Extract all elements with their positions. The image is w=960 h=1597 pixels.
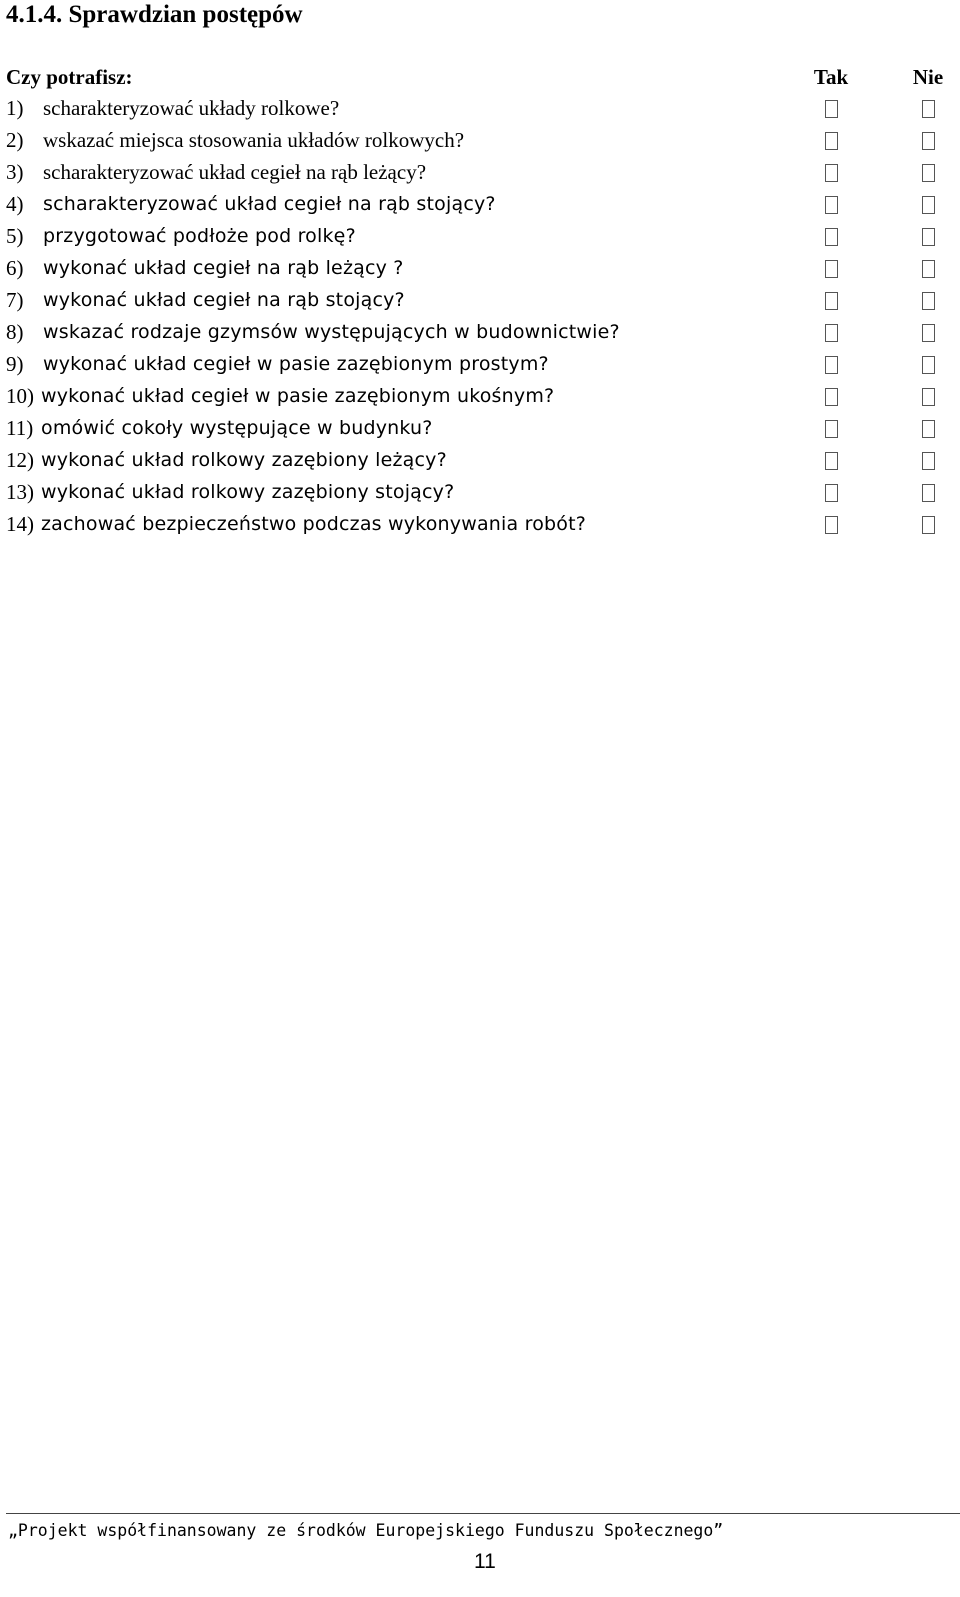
yes-checkbox[interactable]	[825, 132, 838, 150]
question-text: przygotować podłoże pod rolkę?	[43, 225, 356, 247]
question-row-8	[0, 316, 960, 348]
no-checkbox[interactable]	[922, 420, 935, 438]
yes-checkbox[interactable]	[825, 516, 838, 534]
question-row-6	[0, 252, 960, 284]
section-title: 4.1.4. Sprawdzian postępów	[6, 1, 303, 28]
no-checkbox[interactable]	[922, 164, 935, 182]
question-row-5	[0, 220, 960, 252]
question-text: wykonać układ cegieł w pasie zazębionym prostym?	[43, 353, 549, 375]
question-text: wykonać układ rolkowy zazębiony leżący?	[41, 449, 447, 471]
no-checkbox[interactable]	[922, 356, 935, 374]
question-text: wskazać miejsca stosowania układów rolkowych?	[43, 128, 465, 152]
question-number: 11)	[6, 416, 34, 440]
question-row-3	[0, 156, 960, 188]
question-number: 2)	[6, 128, 24, 152]
question-number: 3)	[6, 160, 24, 184]
no-checkbox[interactable]	[922, 228, 935, 246]
question-number: 9)	[6, 352, 24, 376]
question-row-9	[0, 348, 960, 380]
question-text: wykonać układ cegieł na rąb stojący?	[43, 289, 405, 311]
question-number: 6)	[6, 256, 24, 280]
question-text: zachować bezpieczeństwo podczas wykonywania robót?	[41, 513, 587, 535]
footer-divider	[6, 1513, 960, 1514]
question-row-2	[0, 124, 960, 156]
question-row-1	[0, 92, 960, 124]
yes-checkbox[interactable]	[825, 292, 838, 310]
question-number: 12)	[6, 448, 34, 472]
self-assessment-questionnaire	[0, 62, 960, 540]
yes-checkbox[interactable]	[825, 228, 838, 246]
yes-checkbox[interactable]	[825, 388, 838, 406]
no-checkbox[interactable]	[922, 452, 935, 470]
no-checkbox[interactable]	[922, 292, 935, 310]
question-number: 13)	[6, 480, 34, 504]
question-row-14	[0, 508, 960, 540]
question-row-4	[0, 188, 960, 220]
yes-checkbox[interactable]	[825, 196, 838, 214]
questionnaire-intro: Czy potrafisz:	[6, 65, 133, 89]
no-column-header: Nie	[912, 65, 944, 89]
question-row-13	[0, 476, 960, 508]
no-checkbox[interactable]	[922, 100, 935, 118]
question-number: 5)	[6, 224, 24, 248]
question-number: 8)	[6, 320, 24, 344]
yes-checkbox[interactable]	[825, 260, 838, 278]
question-row-7	[0, 284, 960, 316]
page-number: 11	[474, 1550, 496, 1573]
no-checkbox[interactable]	[922, 324, 935, 342]
footer-funding-text: „Projekt współfinansowany ze środków Europejskiego Funduszu Społecznego”	[8, 1521, 724, 1540]
question-text: wykonać układ cegieł w pasie zazębionym ukośnym?	[41, 385, 555, 407]
yes-checkbox[interactable]	[825, 100, 838, 118]
yes-column-header: Tak	[813, 65, 849, 89]
yes-checkbox[interactable]	[825, 420, 838, 438]
question-text: scharakteryzować układ cegieł na rąb leżący?	[43, 160, 427, 184]
question-text: scharakteryzować układy rolkowe?	[43, 96, 340, 120]
yes-checkbox[interactable]	[825, 484, 838, 502]
question-number: 14)	[6, 512, 34, 536]
question-text: wykonać układ rolkowy zazębiony stojący?	[41, 481, 455, 503]
no-checkbox[interactable]	[922, 260, 935, 278]
no-checkbox[interactable]	[922, 388, 935, 406]
question-row-11	[0, 412, 960, 444]
question-row-12	[0, 444, 960, 476]
yes-checkbox[interactable]	[825, 356, 838, 374]
question-number: 4)	[6, 192, 24, 216]
question-row-10	[0, 380, 960, 412]
yes-checkbox[interactable]	[825, 164, 838, 182]
question-number: 10)	[6, 384, 34, 408]
question-text: omówić cokoły występujące w budynku?	[41, 417, 433, 439]
yes-checkbox[interactable]	[825, 324, 838, 342]
no-checkbox[interactable]	[922, 516, 935, 534]
question-number: 1)	[6, 96, 24, 120]
question-text: wskazać rodzaje gzymsów występujących w budownictwie?	[43, 321, 620, 343]
no-checkbox[interactable]	[922, 132, 935, 150]
question-number: 7)	[6, 288, 24, 312]
question-text: wykonać układ cegieł na rąb leżący ?	[43, 257, 404, 279]
questionnaire-header	[0, 62, 960, 92]
question-text: scharakteryzować układ cegieł na rąb stojący?	[43, 193, 496, 215]
yes-checkbox[interactable]	[825, 452, 838, 470]
no-checkbox[interactable]	[922, 196, 935, 214]
no-checkbox[interactable]	[922, 484, 935, 502]
